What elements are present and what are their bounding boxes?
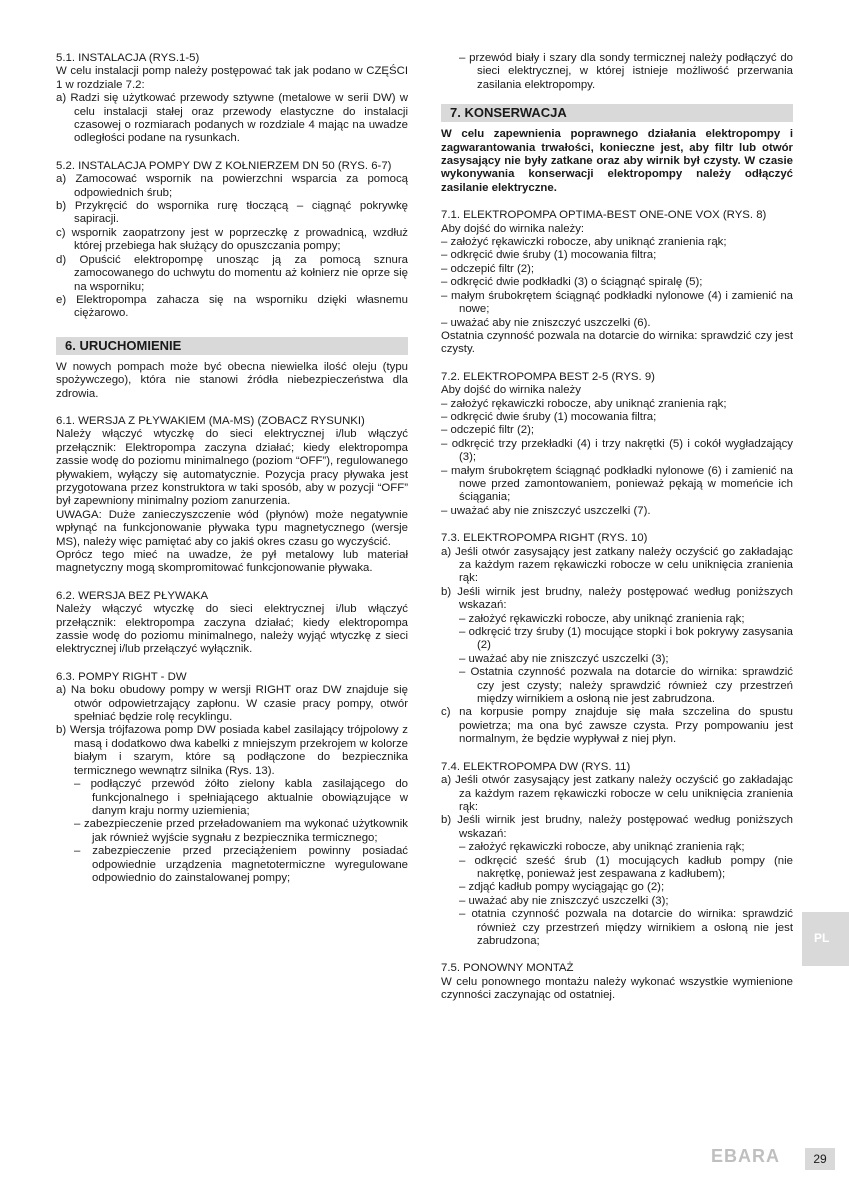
section-7-3-dash-item: – Ostatnia czynność pozwala na dotarcie do wirnika: sprawdzić czy jest czysty; należy sprawdzić również czy przestrzeń między wirnikiem a osłoną nie jest zabrudzona.: [459, 666, 793, 706]
ebara-logo: EBARA: [711, 1146, 781, 1166]
section-7-1-item: – odkręcić dwie śruby (1) mocowania filtra;: [441, 249, 657, 262]
section-7-4-dash-item: – uważać aby nie zniszczyć uszczelki (3);: [459, 894, 669, 907]
section-7-2-item: – odkręcić dwie śruby (1) mocowania filtra;: [441, 410, 657, 423]
section-7-1-ending: Ostatnia czynność pozwala na dotarcie do wirnika: sprawdzić czy jest czysty.: [441, 329, 793, 356]
section-5-1-item-a: a) Radzi się użytkować przewody sztywne (metalowe w serii DW) w celu instalacji stałej oraz przewody elastyczne do instalacji czasowej o rozmiarach podanych w rozdziale 4 mając na uwadze odległości podane na rysunkach.: [56, 92, 408, 145]
section-7-2-item: – odkręcić trzy przekładki (4) i trzy nakrętki (5) i cokół wygładzający (3);: [441, 437, 793, 464]
section-7-2-item: – uważać aby nie zniszczyć uszczelki (7).: [441, 504, 651, 517]
section-5-2-item: b) Przykręcić do wspornika rurę tłoczącą – ciągnąć pokrywkę sapiracji.: [56, 200, 408, 226]
section-7-3-item-b: b) Jeśli wirnik jest brudny, należy postępować według poniższych wskazań:: [441, 585, 793, 612]
section-7-1-item: – założyć rękawiczki robocze, aby uniknąć zranienia rąk;: [441, 236, 727, 249]
section-6-1-warning: UWAGA: Duże zanieczyszczenie wód (płynów) może negatywnie wpłynąć na funkcjonowanie pływaka typu magnetycznego (wersje MS), należy więc pamiętać aby co jakiś okres czasu go wyczyścić.: [56, 508, 408, 548]
section-6-2-paragraph: Należy włączyć wtyczkę do sieci elektrycznej i/lub włączyć przełącznik: elektropompa zaczyna działać; kiedy elektropompa zassie wodę do poziomu minimalnego, należy wyjąć wtyczkę z sieci elektrycznej i/lub przełączyć wyłącznik.: [56, 603, 408, 656]
section-7-3-item-c: c) na korpusie pompy znajduje się mała szczelina do spustu powietrza; ma ona być zawsze czysta. Przy pompowaniu jest normalnym, że będzie wypływał z niej płyn.: [441, 706, 793, 746]
page-number: 29: [805, 1148, 835, 1170]
section-7-1-title: 7.1. ELEKTROPOMPA OPTIMA-BEST ONE-ONE VOX (RYS. 8): [441, 209, 767, 222]
section-5-2-item: d) Opuścić elektropompę unosząc ją za pomocą sznura zamocowanego do uchwytu do momentu aż kołnierz nie oprze się na wsporniku;: [56, 253, 408, 293]
section-7-1-item: – odkręcić dwie podkładki (3) o ściągnąć spiralę (5);: [441, 276, 703, 289]
section-6-3-dash-item: – podłączyć przewód żółto zielony kabla zasilającego do funkcjonalnego i spełniającego aktualnie obowiązujące w danym kraju normy uziemienia;: [74, 778, 408, 817]
section-7-4-dash-item: – odkręcić sześć śrub (1) mocujących kadłub pompy (nie nakrętkę, ponieważ jest zespawana z kadłubem);: [459, 854, 793, 880]
section-7-4-item-a: a) Jeśli otwór zasysający jest zatkany należy oczyścić go zakładając za każdym razem rękawiczki robocze w celu uniknięcia zranienia rąk:: [441, 774, 793, 813]
section-7-4-dash-item: – otatnia czynność pozwala na dotarcie do wirnika: sprawdzić również czy przestrzeń między wirnikiem a osłoną nie jest zabrudzona;: [459, 908, 793, 947]
section-6-1-title: 6.1. WERSJA Z PŁYWAKIEM (MA-MS) (ZOBACZ RYSUNKI): [56, 414, 365, 427]
section-7-bold-paragraph: W celu zapewnienia poprawnego działania elektropompy i zagwarantowania trwałości, konieczne jest, aby filtr lub otwór zasysający nie były zatkane oraz aby wirnik był czysty. W czasie wykonywania konserwacji elektropompy należy odłączyć zasilanie elektryczne.: [441, 128, 793, 194]
section-6-3-item-a: a) Na boku obudowy pompy w wersji RIGHT oraz DW znajduje się otwór odpowietrzający zapłonu. W czasie pracy pompy, otwór spełniać będzie rolę recyklingu.: [56, 684, 408, 724]
section-6-1-note: Oprócz tego mieć na uwadze, że pył metalowy lub materiał magnetyczny mogą skompromitować funkcjonowanie pływaka.: [56, 549, 408, 575]
section-7-5-title: 7.5. PONOWNY MONTAŻ: [441, 962, 574, 975]
section-7-2-item: – założyć rękawiczki robocze, aby uniknąć zranienia rąk;: [441, 397, 727, 410]
section-7-3-dash-item: – założyć rękawiczki robocze, aby uniknąć zranienia rąk;: [459, 612, 745, 625]
section-6-2-title: 6.2. WERSJA BEZ PŁYWAKA: [56, 589, 209, 602]
section-5-2-title: 5.2. INSTALACJA POMPY DW Z KOŁNIERZEM DN 50 (RYS. 6-7): [56, 159, 392, 172]
language-tab-label: PL: [814, 931, 830, 945]
section-6-3-item-b: b) Wersja trójfazowa pomp DW posiada kabel zasilający trójpolowy z masą i dodatkowo dwa kabelki z mniejszym przekrojem w kolorze białym i szarym, które są podłączone do bezpiecznika termicznego wewnątrz silnika (Rys. 13).: [56, 724, 408, 777]
section-7-3-item-a: a) Jeśli otwór zasysający jest zatkany należy oczyścić go zakładając za każdym razem rękawiczki robocze w celu uniknięcia zranienia rąk:: [441, 545, 793, 585]
section-7-1-item: – uważać aby nie zniszczyć uszczelki (6).: [441, 316, 651, 329]
section-7-4-item-b: b) Jeśli wirnik jest brudny, należy postępować według poniższych wskazań:: [441, 814, 793, 840]
section-7-4-dash-item: – zdjąć kadłub pompy wyciągając go (2);: [459, 881, 665, 894]
section-7-heading: 7. KONSERWACJA: [441, 104, 793, 122]
section-6-3-title: 6.3. POMPY RIGHT - DW: [56, 670, 187, 683]
section-6-3-dash-item: – zabezpieczenie przed przeładowaniem ma wykonać użytkownik jak również wyjście sygnału z bezpiecznika termicznego;: [74, 818, 408, 844]
section-6-heading: 6. URUCHOMIENIE: [56, 337, 408, 355]
section-7-3-dash-item: – uważać aby nie zniszczyć uszczelki (3);: [459, 652, 669, 665]
section-7-1-intro: Aby dojść do wirnika należy:: [441, 222, 585, 235]
section-5-2-item: a) Zamocować wspornik na powierzchni wsparcia za pomocą odpowiednich śrub;: [56, 173, 408, 199]
language-tab: [802, 912, 849, 966]
left-column: [56, 52, 408, 885]
section-7-3-dash-item: – odkręcić trzy śruby (1) mocujące stopki i bok pokrywy zasysania (2): [459, 626, 793, 652]
section-7-1-item: – odczepić filtr (2);: [441, 262, 535, 275]
section-6-1-paragraph: Należy włączyć wtyczkę do sieci elektrycznej i/lub włączyć przełącznik: Elektropompa zaczyna działać; kiedy elektropompa zassie wodę do poziomu minimalnego (poziom “OFF”), regulowanego pływakiem, wyłączy się automatycznie. Pozycja pracy pływaka jest przygotowana przez konstruktora w taki sposób, aby w pozycji “OFF” był zapewniony minimalny poziom zanurzenia.: [56, 428, 408, 508]
section-5-1-paragraph: W celu instalacji pomp należy postępować tak jak podano w CZĘŚCI 1 w rozdziale 7.2:: [56, 65, 408, 91]
section-7-4-dash-item: – założyć rękawiczki robocze, aby uniknąć zranienia rąk;: [459, 841, 745, 854]
section-6-3-dash-item: – zabezpieczenie przed przeciążeniem powinny posiadać odpowiednie urządzenia magnetotermiczne wyregulowane odpowiednio do zainstalowanej pompy;: [74, 845, 408, 884]
section-5-2-item: c) wspornik zaopatrzony jest w poprzeczkę z prowadnicą, wzdłuż której przebiega hak służący do opuszczania pompy;: [56, 226, 408, 253]
continued-dash-item: – przewód biały i szary dla sondy termicznej należy podłączyć do sieci elektrycznej, w której istnieje możliwość przerwania zasilania elektropompy.: [459, 52, 793, 91]
right-column: [441, 52, 793, 1003]
section-5-1-title: 5.1. INSTALACJA (RYS.1-5): [56, 52, 200, 64]
section-7-5-paragraph: W celu ponownego montażu należy wykonać wszystkie wymienione czynności zaczynając od ostatniej.: [441, 975, 793, 1002]
section-7-2-item: – małym śrubokrętem ściągnąć podkładki nylonowe (6) i zamienić na nowe przed zamontowaniem, ponieważ pękają w momeńcie ich ściągania;: [441, 464, 793, 504]
section-7-2-intro: Aby dojść do wirnika należy: [441, 384, 581, 397]
section-6-paragraph: W nowych pompach może być obecna niewielka ilość oleju (typu spożywczego), która nie stanowi źródła niebezpieczeństwa dla zdrowia.: [56, 360, 408, 400]
section-5-2-item: e) Elektropompa zahacza się na wsporniku dzięki własnemu ciężarowo.: [56, 293, 408, 320]
section-7-4-title: 7.4. ELEKTROPOMPA DW (RYS. 11): [441, 760, 631, 773]
section-7-1-item: – małym śrubokrętem ściągnąć podkładki nylonowe (4) i zamienić na nowe;: [441, 289, 793, 316]
section-7-2-item: – odczepić filtr (2);: [441, 424, 535, 437]
section-7-2-title: 7.2. ELEKTROPOMPA BEST 2-5 (RYS. 9): [441, 370, 655, 383]
section-7-3-title: 7.3. ELEKTROPOMPA RIGHT (RYS. 10): [441, 532, 648, 545]
